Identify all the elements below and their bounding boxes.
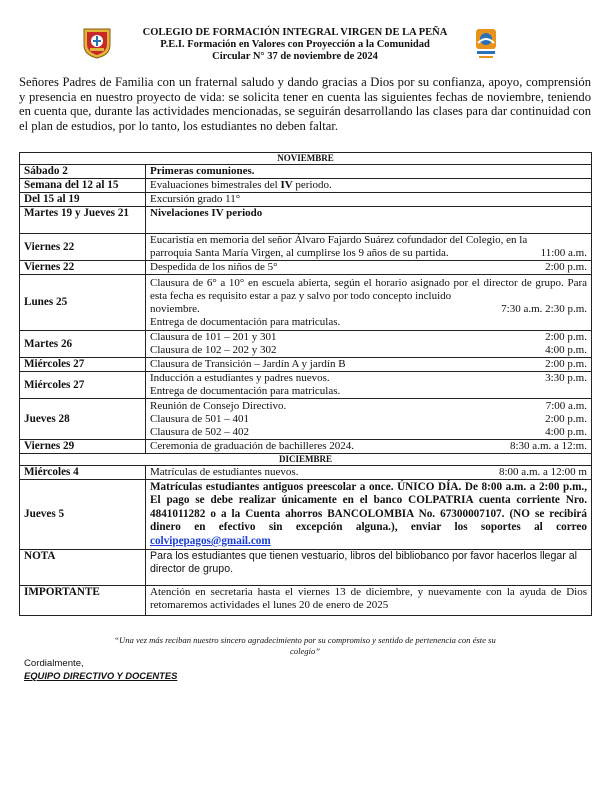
activity-text: noviembre. [150, 302, 200, 315]
row-activity [146, 480, 592, 550]
row-date: Viernes 29 [20, 440, 146, 454]
table-row [20, 358, 592, 372]
activity-line-timed [150, 358, 587, 371]
table-row [20, 261, 592, 275]
table-row [20, 480, 592, 550]
institution-logo-icon [474, 27, 498, 61]
activity-text: parroquia Santa María Virgen, al cumplirse los 9 años de su partida. [150, 247, 449, 259]
activity-time: 2:00 p.m. [545, 412, 587, 425]
school-crest-icon [82, 27, 112, 59]
activity-text: Clausura de 102 – 202 y 302 [150, 344, 277, 356]
activity-text: Clausura de Transición – Jardín A y jardín B [150, 358, 346, 370]
table-row [20, 165, 592, 179]
row-activity [146, 275, 592, 331]
row-date: Viernes 22 [20, 261, 146, 275]
activity-text: Clausura de 6° a 10° en escuela abierta, según el horario asignado por el director de grupo. Para esta fecha es requisito estar a paz y salvo por todo concepto incluido [150, 276, 587, 302]
row-date: Miércoles 4 [20, 466, 146, 480]
activity-time: 11:00 a.m. [540, 247, 587, 259]
row-activity: Nivelaciones IV periodo [146, 207, 592, 234]
document-header [120, 27, 470, 63]
table-row [20, 331, 592, 358]
activity-text: Matrículas estudiantes antiguos preescolar a once. ÚNICO DÍA. De 8:00 a.m. a 2:00 p.m., El pago se debe realizar únicamente en el banco COLPATRIA cuenta corriente Nro. 4841011282 o a la Cuenta ahorros BANCOLOMBIA No. 67300007107. (NO se recibirá dinero en efectivo sin excepción alguna.), enviar los soportes al correo [150, 480, 587, 534]
row-date: NOTA [20, 550, 146, 586]
activity-time: 2:00 p.m. [545, 331, 587, 343]
activity-text: Clausura de 101 – 201 y 301 [150, 331, 277, 343]
section-november: NOVIEMBRE [20, 153, 592, 165]
activity-time: 8:00 a.m. a 12:00 m [499, 466, 587, 478]
closing-quote: “Una vez más reciban nuestro sincero agradecimiento por su compromiso y sentido de pertenencia con éste su colegio” [114, 635, 496, 656]
activity-text: Clausura de 501 – 401 [150, 412, 249, 425]
row-activity: Primeras comuniones. [146, 165, 592, 179]
activity-line-timed [150, 247, 587, 260]
row-date: Sábado 2 [20, 165, 146, 179]
activity-text: Reunión de Consejo Directivo. [150, 399, 287, 412]
activity-time: 2:00 p.m. [545, 358, 587, 370]
row-activity [146, 358, 592, 372]
activity-line-timed [150, 303, 587, 316]
table-row [20, 466, 592, 480]
activity-line-timed [150, 440, 587, 453]
row-date: Jueves 28 [20, 399, 146, 440]
row-date: Martes 26 [20, 331, 146, 358]
row-date: Miércoles 27 [20, 358, 146, 372]
row-activity [146, 234, 592, 261]
activity-time: 4:00 p.m. [545, 344, 587, 356]
activity-text: Ceremonia de graduación de bachilleres 2024. [150, 440, 355, 452]
signature: EQUIPO DIRECTIVO Y DOCENTES [24, 670, 178, 681]
closing-salutation: Cordialmente, [24, 658, 84, 669]
row-activity [146, 331, 592, 358]
payment-email-link[interactable]: colvipepagos@gmail.com [150, 534, 271, 547]
activity-time: 2:00 p.m. [545, 261, 587, 273]
table-row [20, 440, 592, 454]
row-activity [146, 261, 592, 275]
activity-bold: IV [280, 179, 293, 191]
row-date: IMPORTANTE [20, 586, 146, 616]
pei-line: P.E.I. Formación en Valores con Proyección a la Comunidad [160, 39, 430, 50]
activity-line-timed [150, 331, 587, 344]
row-date: Jueves 5 [20, 480, 146, 550]
schedule-table [19, 152, 592, 616]
table-row [20, 275, 592, 331]
row-activity [146, 179, 592, 193]
row-activity [146, 440, 592, 454]
row-activity: Para los estudiantes que tienen vestuario, libros del bibliobanco por favor hacerlos llegar al director de grupo. [146, 550, 592, 586]
activity-text: Despedida de los niños de 5° [150, 261, 278, 273]
table-row [20, 193, 592, 207]
table-row [20, 179, 592, 193]
activity-line: Entrega de documentación para matriculas. [150, 315, 341, 328]
activity-text: periodo. [292, 179, 332, 191]
activity-time: 8:30 a.m. a 12:m. [510, 440, 587, 452]
activity-text: Inducción a estudiantes y padres nuevos. [150, 372, 330, 384]
activity-line-timed [150, 466, 587, 479]
table-row [20, 550, 592, 586]
row-date: Semana del 12 al 15 [20, 179, 146, 193]
row-date: Lunes 25 [20, 275, 146, 331]
circular-number: Circular N° 37 de noviembre de 2024 [212, 51, 378, 62]
row-date: Del 15 al 19 [20, 193, 146, 207]
row-date: Martes 19 y Jueves 21 [20, 207, 146, 234]
row-date: Viernes 22 [20, 234, 146, 261]
table-row [20, 399, 592, 440]
table-row [20, 234, 592, 261]
row-activity: Excursión grado 11° [146, 193, 592, 207]
row-date: Miércoles 27 [20, 372, 146, 399]
row-activity [146, 466, 592, 480]
section-row [20, 454, 592, 466]
school-name: COLEGIO DE FORMACIÓN INTEGRAL VIRGEN DE LA PEÑA [142, 27, 448, 38]
activity-line: Entrega de documentación para matriculas. [150, 385, 341, 397]
activity-line-timed [150, 426, 587, 439]
activity-text: Clausura de 502 – 402 [150, 425, 249, 438]
table-row [20, 372, 592, 399]
table-row [20, 586, 592, 616]
activity-text: Matrículas de estudiantes nuevos. [150, 466, 299, 478]
activity-line-timed [150, 344, 587, 357]
activity-time: 3:30 p.m. [545, 372, 587, 384]
intro-paragraph: Señores Padres de Familia con un fraternal saludo y dando gracias a Dios por su confianza, apoyo, comprensión y presencia en nuestro proyecto de vida: se solicita tener en cuenta las siguientes fechas de noviembre, teniendo en cuenta que, durante las actividades mencionadas, se seguirán desarrollando las clases para dar continuidad con el plan de estudios, por lo tanto, los estudiantes no deben faltar. [19, 75, 591, 133]
row-activity: Atención en secretaria hasta el viernes 13 de diciembre, y nuevamente con la ayuda de Dios retomaremos actividades el lunes 20 de enero de 2025 [146, 586, 592, 616]
activity-time: 7:00 a.m. [545, 399, 587, 412]
activity-text: Evaluaciones bimestrales del [150, 179, 281, 191]
activity-time: 7:30 a.m. 2:30 p.m. [501, 302, 587, 315]
section-row [20, 153, 592, 165]
activity-line: Eucaristía en memoria del señor Álvaro Fajardo Suárez cofundador del Colegio, en la [150, 234, 528, 246]
activity-line-timed [150, 372, 587, 385]
activity-time: 4:00 p.m. [545, 425, 587, 438]
activity-line-timed [150, 400, 587, 413]
activity-line-timed [150, 261, 587, 274]
activity-line-timed [150, 413, 587, 426]
section-december: DICIEMBRE [20, 454, 592, 466]
row-activity [146, 399, 592, 440]
table-row [20, 207, 592, 234]
row-activity [146, 372, 592, 399]
